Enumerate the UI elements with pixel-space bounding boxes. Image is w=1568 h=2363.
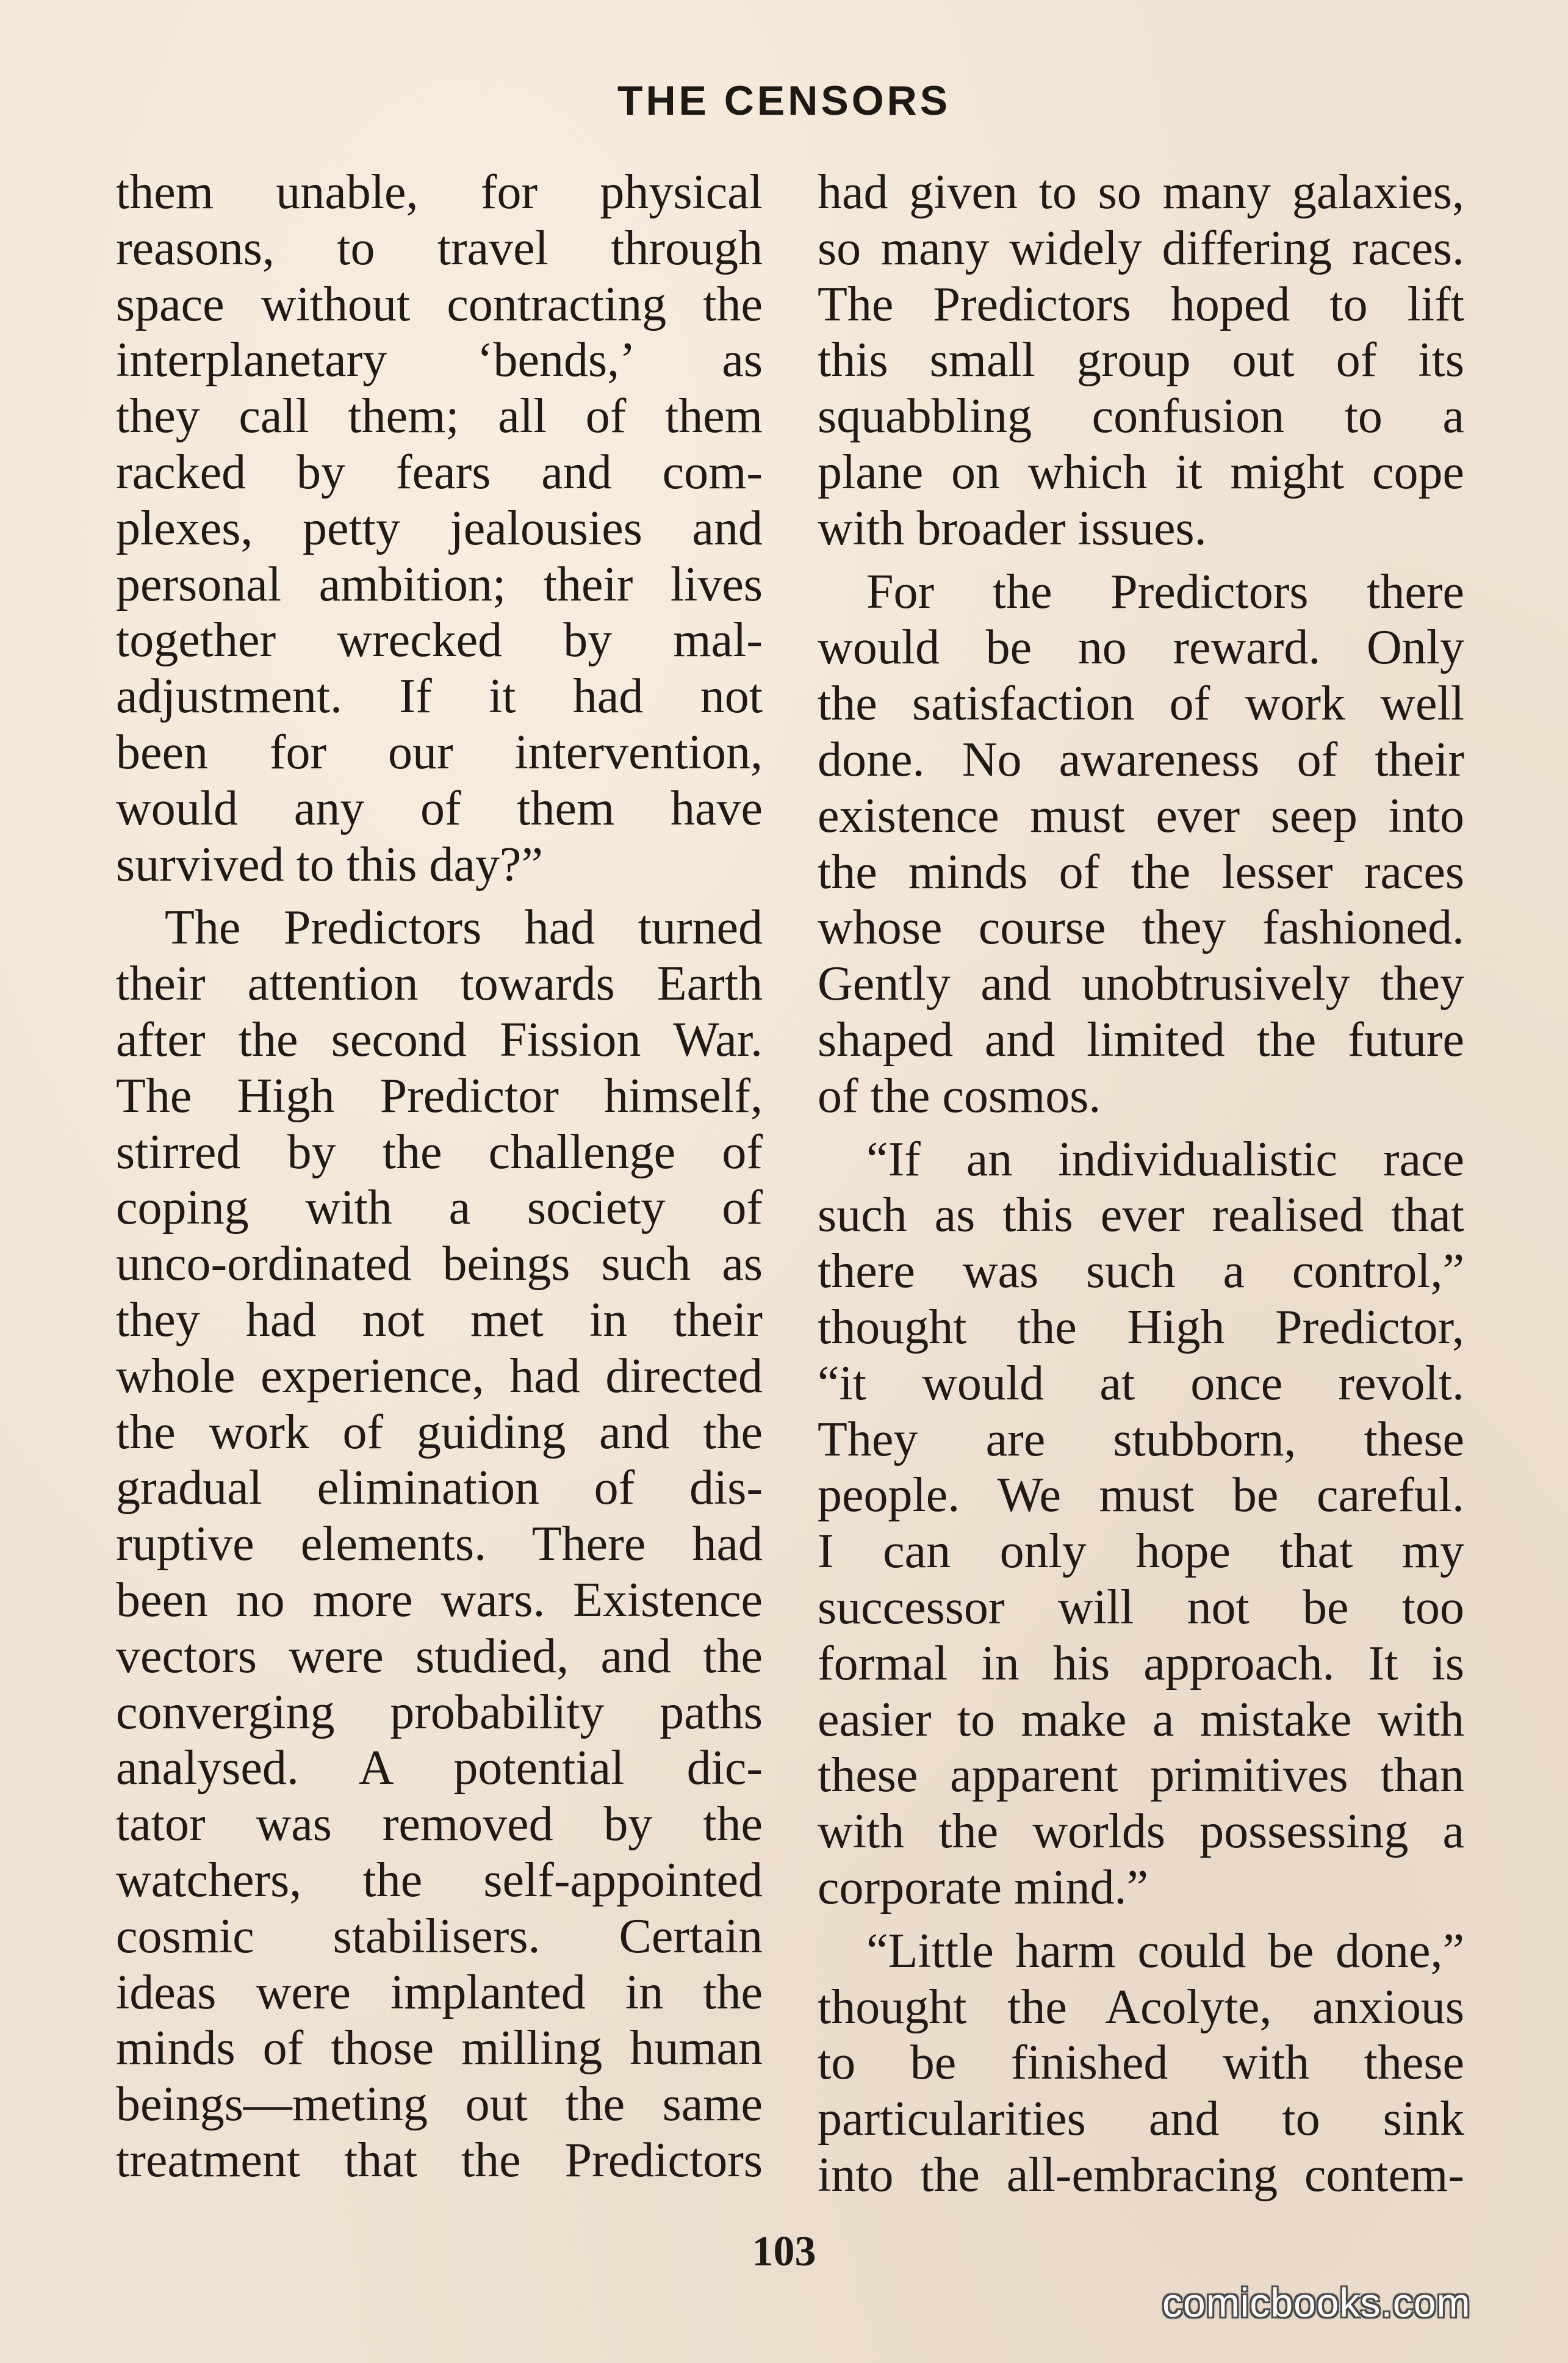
text-line: the minds of the lesser races — [818, 845, 1464, 899]
text-line: ruptive elements. There had — [116, 1517, 763, 1571]
text-line: “Little harm could be done,” — [866, 1924, 1464, 1978]
text-line: Gently and unobtrusively they — [818, 957, 1464, 1011]
text-line: plexes, petty jealousies and — [116, 501, 763, 555]
text-line: easier to make a mistake with — [818, 1692, 1464, 1747]
text-line: existence must ever seep into — [818, 788, 1464, 843]
text-line: The Predictors had turned — [165, 901, 763, 955]
text-line: watchers, the self-appointed — [116, 1853, 763, 1907]
text-line: reasons, to travel through — [116, 221, 763, 275]
text-line: whose course they fashioned. — [818, 901, 1464, 955]
text-line: the satisfaction of work well — [818, 677, 1464, 731]
text-line: unco-ordinated beings such as — [116, 1237, 763, 1291]
text-line: particularities and to sink — [818, 2092, 1464, 2146]
left-column — [116, 165, 763, 2189]
text-line: They are stubborn, these — [818, 1412, 1464, 1467]
text-line: analysed. A potential dic- — [116, 1741, 763, 1795]
paragraph-gap — [818, 1916, 1464, 1924]
paragraph — [818, 565, 1464, 1125]
text-line: these apparent primitives than — [818, 1748, 1464, 1803]
text-line: gradual elimination of dis- — [116, 1461, 763, 1515]
running-head: THE CENSORS — [617, 78, 951, 124]
text-line: interplanetary ‘bends,’ as — [116, 333, 763, 388]
paragraph — [818, 165, 1464, 557]
text-line: squabbling confusion to a — [818, 389, 1464, 444]
text-line: personal ambition; their lives — [116, 557, 763, 611]
text-line: people. We must be careful. — [818, 1468, 1464, 1523]
watermark: comicbooks.com — [1162, 2280, 1471, 2325]
paragraph — [818, 1924, 1464, 2204]
text-line: to be finished with these — [818, 2036, 1464, 2090]
text-line: coping with a society of — [116, 1181, 763, 1235]
text-line: I can only hope that my — [818, 1524, 1464, 1579]
text-line: “it would at once revolt. — [818, 1356, 1464, 1410]
text-line: had given to so many galaxies, — [818, 165, 1464, 219]
text-line: been no more wars. Existence — [116, 1573, 763, 1627]
paragraph — [116, 165, 763, 893]
text-line: with broader issues. — [818, 501, 1207, 555]
text-line: together wrecked by mal- — [116, 613, 763, 668]
text-line: survived to this day?” — [116, 837, 543, 892]
text-line: For the Predictors there — [866, 565, 1464, 619]
text-line: the work of guiding and the — [116, 1405, 763, 1459]
text-line: treatment that the Predictors — [116, 2133, 763, 2187]
text-line: corporate mind.” — [818, 1860, 1148, 1914]
text-line: cosmic stabilisers. Certain — [116, 1909, 763, 1963]
text-line: would any of them have — [116, 781, 763, 835]
text-line: beings—meting out the same — [116, 2077, 763, 2132]
text-line: The High Predictor himself, — [116, 1069, 763, 1123]
page-number: 103 — [752, 2228, 816, 2275]
text-line: tator was removed by the — [116, 1797, 763, 1852]
text-line: this small group out of its — [818, 333, 1464, 388]
text-line: they had not met in their — [116, 1293, 763, 1347]
text-line: shaped and limited the future — [818, 1012, 1464, 1067]
text-line: whole experience, had directed — [116, 1349, 763, 1403]
text-line: successor will not be too — [818, 1580, 1464, 1634]
text-line: there was such a control,” — [818, 1244, 1464, 1299]
text-line: racked by fears and com- — [116, 445, 763, 499]
text-line: would be no reward. Only — [818, 621, 1464, 675]
text-line: after the second Fission War. — [116, 1012, 763, 1067]
text-line: they call them; all of them — [116, 389, 763, 444]
text-line: vectors were studied, and the — [116, 1629, 763, 1683]
paragraph-gap — [818, 557, 1464, 565]
text-line: them unable, for physical — [116, 165, 763, 219]
text-line: ideas were implanted in the — [116, 1965, 763, 2019]
text-line: “If an individualistic race — [866, 1132, 1464, 1186]
paragraph — [116, 900, 763, 2188]
text-line: into the all-embracing contem- — [818, 2148, 1464, 2202]
text-line: done. No awareness of their — [818, 732, 1464, 787]
text-line: such as this ever realised that — [818, 1188, 1464, 1243]
text-line: with the worlds possessing a — [818, 1805, 1464, 1859]
paragraph-gap — [116, 893, 763, 900]
text-line: thought the High Predictor, — [818, 1300, 1464, 1354]
text-line: adjustment. If it had not — [116, 669, 763, 724]
right-column — [818, 165, 1464, 2204]
text-line: of the cosmos. — [818, 1069, 1101, 1123]
text-line: stirred by the challenge of — [116, 1125, 763, 1179]
paragraph — [818, 1132, 1464, 1916]
text-line: minds of those milling human — [116, 2021, 763, 2076]
text-line: converging probability paths — [116, 1685, 763, 1739]
text-line: space without contracting the — [116, 277, 763, 331]
text-line: thought the Acolyte, anxious — [818, 1980, 1464, 2034]
text-line: plane on which it might cope — [818, 445, 1464, 499]
paragraph-gap — [818, 1125, 1464, 1132]
text-line: been for our intervention, — [116, 725, 763, 779]
text-line: formal in his approach. It is — [818, 1636, 1464, 1690]
text-line: so many widely differing races. — [818, 221, 1464, 275]
text-line: their attention towards Earth — [116, 957, 763, 1011]
text-line: The Predictors hoped to lift — [818, 277, 1464, 331]
